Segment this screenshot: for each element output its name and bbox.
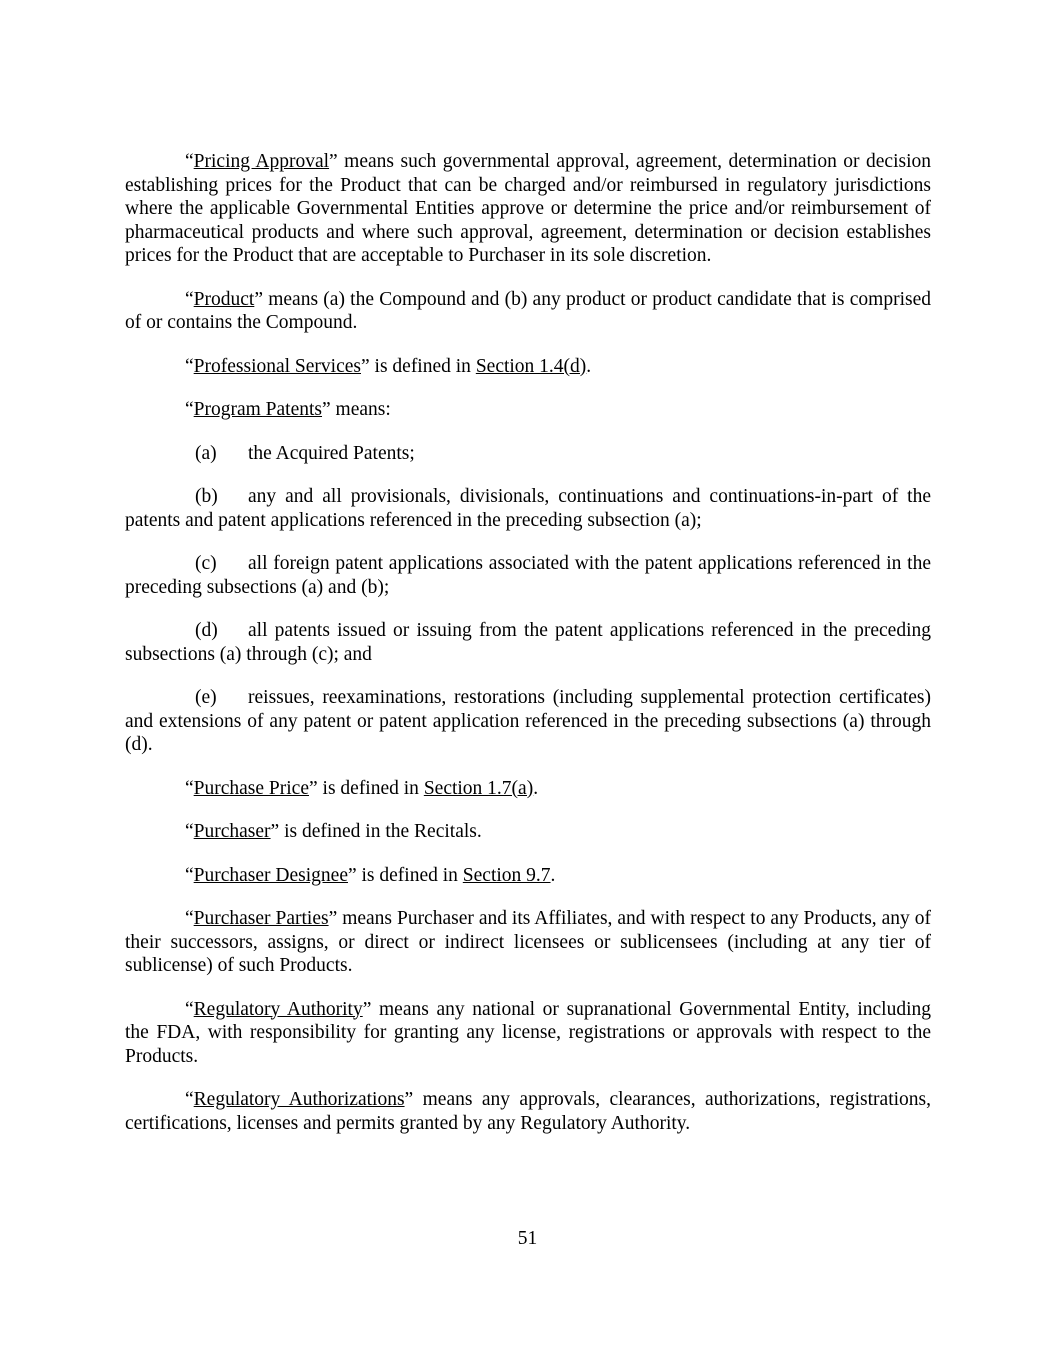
defined-term-purchase-price: Purchase Price (193, 777, 309, 799)
definition-purchaser-parties (125, 907, 931, 978)
definition-body: ” is defined in (347, 864, 463, 886)
definition-body-end: . (586, 355, 592, 377)
open-quote: “ (185, 1089, 194, 1110)
page-number: 51 (517, 1228, 538, 1249)
definition-pricing-approval (125, 150, 931, 268)
definition-body-end: . (533, 777, 539, 799)
subsection-text: all patents issued or issuing from the patent applications referenced in the preceding subsections (a) through (c); and (125, 620, 931, 665)
definition-body: ” means Purchaser and its Affiliates, and with respect to any Products, any of their successors, assigns, or direct or indirect licensees or sublicensees (including at any tier of sublicense) of such Products. (125, 908, 931, 976)
open-quote: “ (185, 151, 194, 172)
defined-term-purchaser-parties: Purchaser Parties (193, 908, 329, 929)
open-quote: “ (185, 864, 194, 886)
definition-program-patents (125, 398, 931, 422)
open-quote: “ (185, 821, 194, 842)
subsection-text: all foreign patent applications associated with the patent applications referenced in the preceding subsections (a) and (b); (125, 553, 931, 598)
definition-purchaser-designee (125, 864, 931, 888)
open-quote: “ (185, 777, 194, 799)
open-quote: “ (185, 288, 194, 310)
definition-purchaser (125, 820, 931, 844)
definition-regulatory-authority (125, 998, 931, 1069)
definition-body: ” means any national or supranational Governmental Entity, including the FDA, with responsibility for granting any license, registrations or approvals with respect to the Products. (125, 998, 931, 1067)
subsection-label: (a) (195, 442, 217, 464)
subsection-d (125, 619, 931, 666)
open-quote: “ (185, 399, 194, 420)
defined-term-professional-services: Professional Services (193, 355, 361, 377)
document-body (125, 150, 931, 1155)
section-reference: Section 1.4(d) (475, 355, 587, 377)
defined-term-regulatory-authorizations: Regulatory Authorizations (193, 1089, 405, 1110)
definition-product (125, 288, 931, 335)
subsection-label: (c) (195, 553, 217, 574)
subsection-label: (d) (195, 620, 218, 641)
subsection-b (125, 485, 931, 532)
defined-term-purchaser: Purchaser (193, 821, 271, 842)
open-quote: “ (185, 908, 194, 929)
subsection-text: the Acquired Patents; (248, 442, 415, 464)
definition-professional-services (125, 355, 931, 379)
definition-body: ” is defined in the Recitals. (270, 821, 482, 842)
definition-body: ” is defined in (361, 355, 476, 377)
definition-body: ” is defined in (309, 777, 424, 799)
subsection-text: reissues, reexaminations, restorations (including supplemental protection certificates) and extensions of any patent or patent application referenced in the preceding subsections (a) through (d). (125, 687, 931, 755)
definition-regulatory-authorizations (125, 1088, 931, 1135)
subsection-a (125, 442, 931, 466)
definition-body: ” means: (322, 399, 391, 420)
subsection-text: any and all provisionals, divisionals, continuations and continuations-in-part of the patents and patent applications referenced in the preceding subsection (a); (125, 486, 931, 531)
section-reference: Section 9.7 (462, 864, 551, 886)
subsection-label: (b) (195, 486, 218, 507)
section-reference: Section 1.7(a) (423, 777, 534, 799)
defined-term-purchaser-designee: Purchaser Designee (193, 864, 348, 886)
defined-term-regulatory-authority: Regulatory Authority (193, 998, 363, 1020)
defined-term-product: Product (193, 288, 255, 310)
definition-purchase-price (125, 777, 931, 801)
open-quote: “ (185, 355, 194, 377)
subsection-label: (e) (195, 687, 217, 708)
definition-body: ” means (a) the Compound and (b) any product or product candidate that is comprised of or contains the Compound. (125, 288, 931, 333)
subsection-e (125, 686, 931, 757)
open-quote: “ (185, 998, 194, 1020)
defined-term-program-patents: Program Patents (193, 399, 323, 420)
subsection-c (125, 552, 931, 599)
definition-body: ” means any approvals, clearances, authorizations, registrations, certifications, licenses and permits granted by any Regulatory Authority. (125, 1089, 932, 1134)
definition-body-end: . (550, 864, 556, 886)
definition-body: ” means such governmental approval, agreement, determination or decision establishing prices for the Product that can be charged and/or reimbursed in regulatory jurisdictions where the applicable Governmental Entities approve or determine the price and/or reimbursement of pharmaceutical products and where such approval, agreement, determination or decision establishes prices for the Product that are acceptable to Purchaser in its sole discretion. (125, 151, 932, 266)
defined-term-pricing-approval: Pricing Approval (193, 151, 330, 172)
